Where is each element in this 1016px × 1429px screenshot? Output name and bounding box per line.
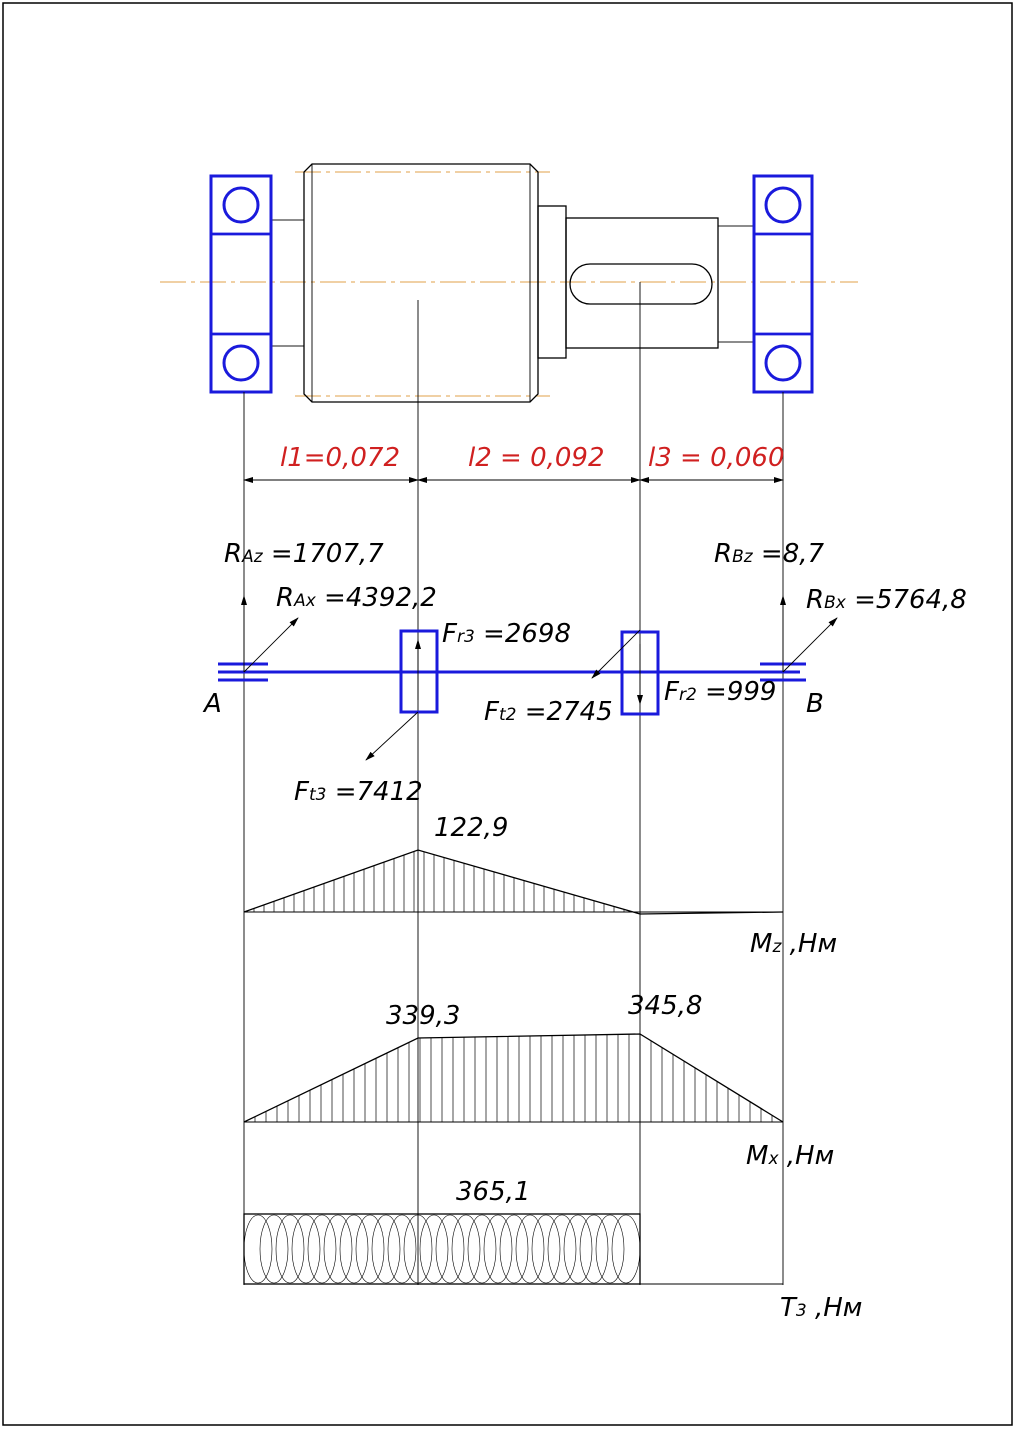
t3-hatch-loop <box>324 1215 352 1283</box>
t3-hatch-loop <box>612 1215 640 1283</box>
left-journal <box>270 220 304 346</box>
t3-hatch-loop <box>436 1215 464 1283</box>
rbz-label: RBz =8,7 <box>714 539 825 569</box>
t3-hatch-loop <box>596 1215 624 1283</box>
rax-arrow <box>244 618 298 672</box>
gear-body <box>304 164 538 402</box>
t3-hatch-loop <box>564 1215 592 1283</box>
mx-peak1-value: 339,3 <box>386 1001 461 1031</box>
support-a-label: A <box>204 689 222 719</box>
mx-outline <box>244 1034 783 1122</box>
t3-band <box>244 1214 640 1284</box>
t3-hatch-loop <box>516 1215 544 1283</box>
right-journal <box>718 226 754 342</box>
rbx-label: RBx =5764,8 <box>806 585 967 615</box>
left-bearing <box>211 176 271 392</box>
mz-peak-value: 122,9 <box>434 813 509 843</box>
t3-hatch-loop <box>244 1215 272 1283</box>
t3-hatch-loop <box>276 1215 304 1283</box>
t3-hatch-loop <box>500 1215 528 1283</box>
mx-peak2-value: 345,8 <box>628 991 703 1021</box>
t3-hatch-loop <box>532 1215 560 1283</box>
dimension-chain <box>244 443 785 480</box>
fr2-label: Fr2 =999 <box>664 677 777 707</box>
t3-hatch-loop <box>580 1215 608 1283</box>
rbx-arrow <box>783 618 837 672</box>
t3-hatch-loop <box>452 1215 480 1283</box>
t3-hatch-loop <box>260 1215 288 1283</box>
t3-hatch-loop <box>340 1215 368 1283</box>
t3-value: 365,1 <box>456 1177 531 1207</box>
keyway-slot <box>570 264 712 304</box>
torque-diagram <box>244 1177 862 1323</box>
t3-hatch-loop <box>484 1215 512 1283</box>
dim-l3: l3 = 0,060 <box>648 443 785 473</box>
right-bearing <box>754 176 812 392</box>
t3-axis-label: T3 ,Нм <box>780 1293 863 1323</box>
shaft-assembly <box>160 164 858 402</box>
mz-diagram <box>244 813 837 959</box>
support-b-label: B <box>806 689 824 719</box>
t3-hatch-loop <box>548 1215 576 1283</box>
ft3-arrow <box>366 712 418 760</box>
loading-scheme <box>202 539 967 807</box>
t3-hatch-loop <box>292 1215 320 1283</box>
mx-diagram <box>244 991 834 1171</box>
t3-hatch-loop <box>420 1215 448 1283</box>
fr3-label: Fr3 =2698 <box>442 619 571 649</box>
output-shaft <box>566 218 718 348</box>
ft2-label: Ft2 =2745 <box>484 697 613 727</box>
t3-hatch-loop <box>388 1215 416 1283</box>
rax-label: RAx =4392,2 <box>276 583 437 613</box>
raz-label: RAz =1707,7 <box>224 539 384 569</box>
ft3-label: Ft3 =7412 <box>294 777 423 807</box>
t3-hatch-loop <box>356 1215 384 1283</box>
t3-hatch-loop <box>372 1215 400 1283</box>
t3-hatch-loop <box>468 1215 496 1283</box>
t3-hatch-loop <box>308 1215 336 1283</box>
mz-outline <box>244 850 783 914</box>
mx-axis-label: Mx ,Нм <box>746 1141 835 1171</box>
dim-l1: l1=0,072 <box>280 443 400 473</box>
dim-l2: l2 = 0,092 <box>468 443 605 473</box>
mz-axis-label: Mz ,Нм <box>750 929 838 959</box>
